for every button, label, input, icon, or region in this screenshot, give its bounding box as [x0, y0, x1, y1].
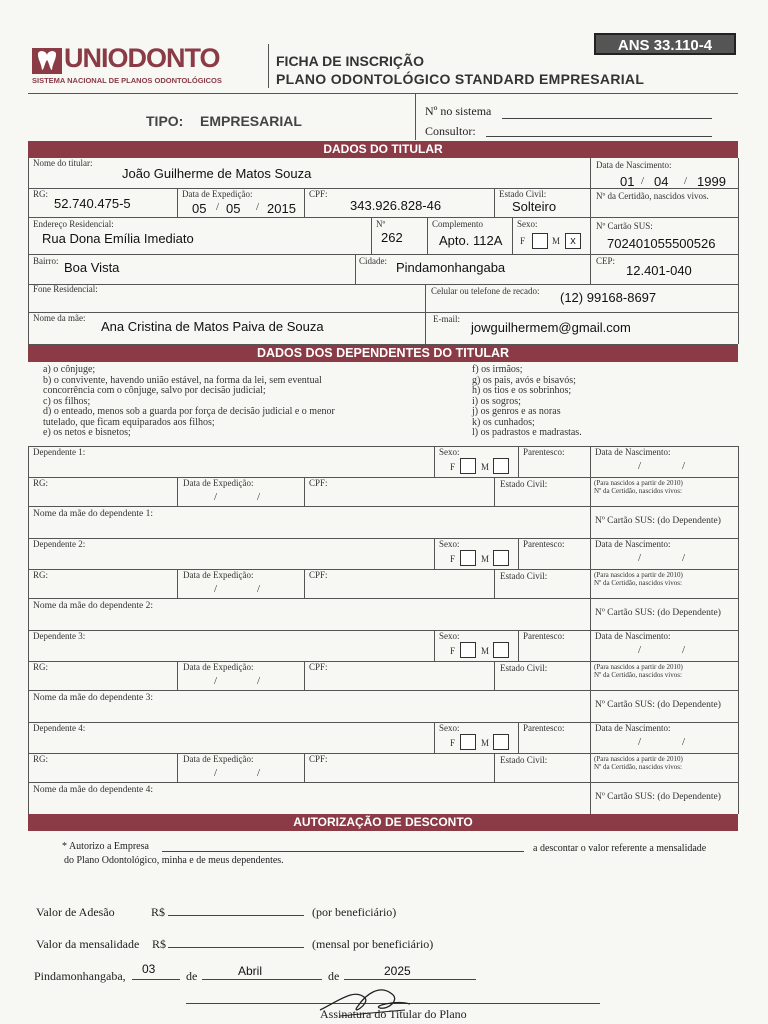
section-autorizacao: AUTORIZAÇÃO DE DESCONTO [28, 814, 738, 831]
dep-estado-civil-label: Estado Civil: [500, 663, 548, 673]
email-label: E-mail: [433, 314, 460, 324]
estado-civil-value[interactable]: Solteiro [512, 199, 557, 214]
dep-sexo-f: F [450, 554, 456, 564]
tipo-value: EMPRESARIAL [200, 113, 302, 129]
dep-sexo-m-checkbox[interactable] [493, 642, 509, 658]
data-ano[interactable]: 2025 [384, 964, 411, 978]
dep-cpf-label: CPF: [309, 754, 328, 764]
data-mes[interactable]: Abril [238, 964, 263, 978]
nome-titular-label: Nome do titular: [33, 158, 93, 168]
dep-sexo-f-checkbox[interactable] [460, 642, 476, 658]
dep-mae-label: Nome da mãe do dependente 3: [33, 693, 154, 703]
dep-expedicao-label: Data de Expedição: [183, 570, 254, 580]
sistema-label: Nº no sistema [425, 104, 492, 118]
autorizo-text: * Autorizo a Empresa [62, 841, 149, 852]
dep-sexo-f-checkbox[interactable] [460, 550, 476, 566]
nascimento-label: Data de Nascimento: [596, 160, 672, 170]
dependente-label: Dependente 4: [33, 723, 86, 733]
list-item: j) os genros e as noras [472, 406, 561, 417]
de-label: de [186, 969, 198, 983]
list-item: h) os tios e os sobrinhos; [472, 385, 572, 396]
dep-sus-label: Nº Cartão SUS: (do Dependente) [595, 608, 721, 618]
dep-note-certidao: Nº da Certidão, nascidos vivos: [594, 487, 682, 495]
expedicao-label: Data de Expedição: [182, 189, 253, 199]
dep-mae-label: Nome da mãe do dependente 4: [33, 785, 154, 795]
dep-sexo-f-checkbox[interactable] [460, 458, 476, 474]
adesao-label: Valor de Adesão [36, 905, 115, 919]
dep-nascimento-label: Data de Nascimento: [595, 723, 671, 733]
dep-nascimento-label: Data de Nascimento: [595, 631, 671, 641]
list-item: b) o convivente, havendo união estável, na forma da lei, sem eventual [43, 374, 322, 386]
adesao-suffix: (por beneficiário) [312, 905, 397, 919]
mensalidade-currency: R$ [152, 937, 167, 951]
dep-nascimento-label: Data de Nascimento: [595, 539, 671, 549]
cep-value[interactable]: 12.401-040 [626, 263, 692, 278]
nascimento-ano[interactable]: 1999 [697, 174, 726, 189]
list-item: e) os netos e bisnetos; [43, 427, 131, 438]
complemento-label: Complemento [432, 219, 483, 229]
autorizo-text-end: a descontar o valor referente a mensalidade [533, 843, 707, 854]
list-item: concorrência com o cônjuge, salvo por decisão judicial; [43, 385, 266, 396]
dep-mae-label: Nome da mãe do dependente 1: [33, 509, 154, 519]
dep-sexo-m: M [481, 462, 490, 472]
dep-parentesco-label: Parentesco: [523, 723, 565, 733]
list-item: l) os padrastos e madrastas. [472, 427, 582, 438]
nascimento-dia[interactable]: 01 [620, 174, 635, 189]
dep-sexo-m: M [481, 738, 490, 748]
sexo-f-label: F [520, 236, 526, 246]
nascimento-mes[interactable]: 04 [654, 174, 669, 189]
dep-cpf-label: CPF: [309, 570, 328, 580]
dep-sexo-m: M [481, 646, 490, 656]
celular-value[interactable]: (12) 99168-8697 [560, 290, 657, 305]
form-title-1: FICHA DE INSCRIÇÃO [276, 53, 425, 69]
numero-label: Nº [376, 219, 386, 229]
dep-sexo-m-checkbox[interactable] [493, 458, 509, 474]
sexo-m-checkbox[interactable]: x [565, 233, 581, 249]
sus-label: Nº Cartão SUS: [596, 221, 653, 231]
dep-note-certidao: Nº da Certidão, nascidos vivos: [594, 579, 682, 587]
mensalidade-input[interactable] [168, 947, 304, 948]
dependente-label: Dependente 1: [33, 447, 86, 457]
dep-parentesco-label: Parentesco: [523, 447, 565, 457]
data-dia[interactable]: 03 [142, 962, 156, 976]
dep-estado-civil-label: Estado Civil: [500, 479, 548, 489]
brand-subtitle: SISTEMA NACIONAL DE PLANOS ODONTOLÓGICOS [32, 76, 222, 85]
list-item: i) os sogros; [472, 395, 521, 407]
dep-sexo-m-checkbox[interactable] [493, 734, 509, 750]
dep-estado-civil-label: Estado Civil: [500, 571, 548, 581]
dep-cpf-label: CPF: [309, 478, 328, 488]
cpf-value[interactable]: 343.926.828-46 [350, 198, 442, 213]
rg-value[interactable]: 52.740.475-5 [54, 196, 131, 211]
dep-cpf-label: CPF: [309, 662, 328, 672]
dep-rg-label: RG: [33, 754, 49, 764]
estado-civil-label: Estado Civil: [499, 189, 547, 199]
dep-sexo-f-checkbox[interactable] [460, 734, 476, 750]
cidade-data: Pindamonhangaba, [34, 969, 126, 983]
list-item: tutelado, que ficam equiparados aos filhos; [43, 416, 215, 428]
consultor-label: Consultor: [425, 124, 476, 138]
bairro-label: Bairro: [33, 256, 59, 266]
list-item: f) os irmãos; [472, 364, 523, 375]
dep-note-certidao: Nº da Certidão, nascidos vivos: [594, 763, 682, 771]
expedicao-dia[interactable]: 05 [192, 201, 207, 216]
dep-expedicao-label: Data de Expedição: [183, 754, 254, 764]
expedicao-mes[interactable]: 05 [226, 201, 241, 216]
mensalidade-label: Valor da mensalidade [36, 937, 140, 951]
dep-note-2010: (Para nascidos a partir de 2010) [594, 663, 683, 671]
sexo-f-checkbox[interactable] [532, 233, 548, 249]
rg-label: RG: [33, 189, 49, 199]
dep-sexo-label: Sexo: [439, 723, 460, 733]
bairro-value[interactable]: Boa Vista [64, 260, 120, 275]
sexo-label: Sexo: [517, 219, 538, 229]
tipo-label: TIPO: [146, 113, 184, 129]
adesao-input[interactable] [168, 915, 304, 916]
dep-sexo-label: Sexo: [439, 631, 460, 641]
list-item: k) os cunhados; [472, 416, 535, 428]
dep-sexo-m-checkbox[interactable] [493, 550, 509, 566]
dep-sus-label: Nº Cartão SUS: (do Dependente) [595, 700, 721, 710]
list-item: a) o cônjuge; [43, 364, 96, 375]
dep-nascimento-label: Data de Nascimento: [595, 447, 671, 457]
dependente-label: Dependente 2: [33, 539, 86, 549]
list-item: d) o enteado, menos sob a guarda por força de decisão judicial e o menor [43, 406, 335, 417]
dep-parentesco-label: Parentesco: [523, 631, 565, 641]
dep-mae-label: Nome da mãe do dependente 2: [33, 601, 154, 611]
certidao-label: Nº da Certidão, nascidos vivos. [596, 191, 709, 201]
endereco-value[interactable]: Rua Dona Emília Imediato [42, 231, 194, 246]
dep-sexo-m: M [481, 554, 490, 564]
adesao-currency: R$ [151, 905, 166, 919]
dep-sexo-label: Sexo: [439, 539, 460, 549]
dep-sexo-f: F [450, 462, 456, 472]
expedicao-ano[interactable]: 2015 [267, 201, 296, 216]
dep-rg-label: RG: [33, 478, 49, 488]
numero-value[interactable]: 262 [381, 230, 403, 245]
mae-value[interactable]: Ana Cristina de Matos Paiva de Souza [101, 319, 324, 334]
form-title-2: PLANO ODONTOLÓGICO STANDARD EMPRESARIAL [276, 71, 645, 87]
ans-badge: ANS 33.110-4 [594, 33, 736, 55]
section-dependentes: DADOS DOS DEPENDENTES DO TITULAR [28, 345, 738, 362]
de-label: de [328, 969, 340, 983]
list-item: c) os filhos; [43, 395, 91, 407]
cpf-label: CPF: [309, 189, 328, 199]
nome-titular-value[interactable]: João Guilherme de Matos Souza [122, 166, 312, 181]
dep-sexo-f: F [450, 646, 456, 656]
sexo-m-label: M [552, 236, 561, 246]
assinatura-label: Assinatura do Titular do Plano [320, 1007, 467, 1021]
dep-sexo-f: F [450, 738, 456, 748]
dep-parentesco-label: Parentesco: [523, 539, 565, 549]
email-value[interactable]: jowguilhermem@gmail.com [471, 320, 631, 335]
dep-expedicao-label: Data de Expedição: [183, 478, 254, 488]
dep-note-certidao: Nº da Certidão, nascidos vivos: [594, 671, 682, 679]
endereco-label: Endereço Residencial: [33, 219, 114, 229]
list-item: g) os pais, avós e bisavós; [472, 374, 576, 386]
mae-label: Nome da mãe: [33, 313, 86, 323]
dep-note-2010: (Para nascidos a partir de 2010) [594, 571, 683, 579]
uniodonto-logo-icon [32, 48, 62, 74]
dependente-label: Dependente 3: [33, 631, 86, 641]
cidade-value[interactable]: Pindamonhangaba [396, 260, 506, 275]
cep-label: CEP: [596, 256, 616, 266]
dep-rg-label: RG: [33, 570, 49, 580]
dep-rg-label: RG: [33, 662, 49, 672]
parentesco-list-right [472, 365, 582, 439]
mensalidade-suffix: (mensal por beneficiário) [312, 937, 434, 951]
complemento-value[interactable]: Apto. 112A [439, 233, 503, 248]
dep-estado-civil-label: Estado Civil: [500, 755, 548, 765]
parentesco-list-left [43, 365, 335, 439]
celular-label: Celular ou telefone de recado: [431, 286, 540, 296]
dep-expedicao-label: Data de Expedição: [183, 662, 254, 672]
dep-note-2010: (Para nascidos a partir de 2010) [594, 755, 683, 763]
section-dados-titular: DADOS DO TITULAR [28, 141, 738, 158]
brand-name: UNIODONTO [64, 43, 220, 73]
dep-sexo-label: Sexo: [439, 447, 460, 457]
sus-value[interactable]: 702401055500526 [607, 236, 716, 251]
dep-note-2010: (Para nascidos a partir de 2010) [594, 479, 683, 487]
dep-sus-label: Nº Cartão SUS: (do Dependente) [595, 792, 721, 802]
fone-label: Fone Residencial: [33, 284, 98, 294]
cidade-label: Cidade: [359, 256, 387, 266]
dep-sus-label: Nº Cartão SUS: (do Dependente) [595, 516, 721, 526]
autorizo-text-2: do Plano Odontológico, minha e de meus dependentes. [64, 855, 284, 866]
